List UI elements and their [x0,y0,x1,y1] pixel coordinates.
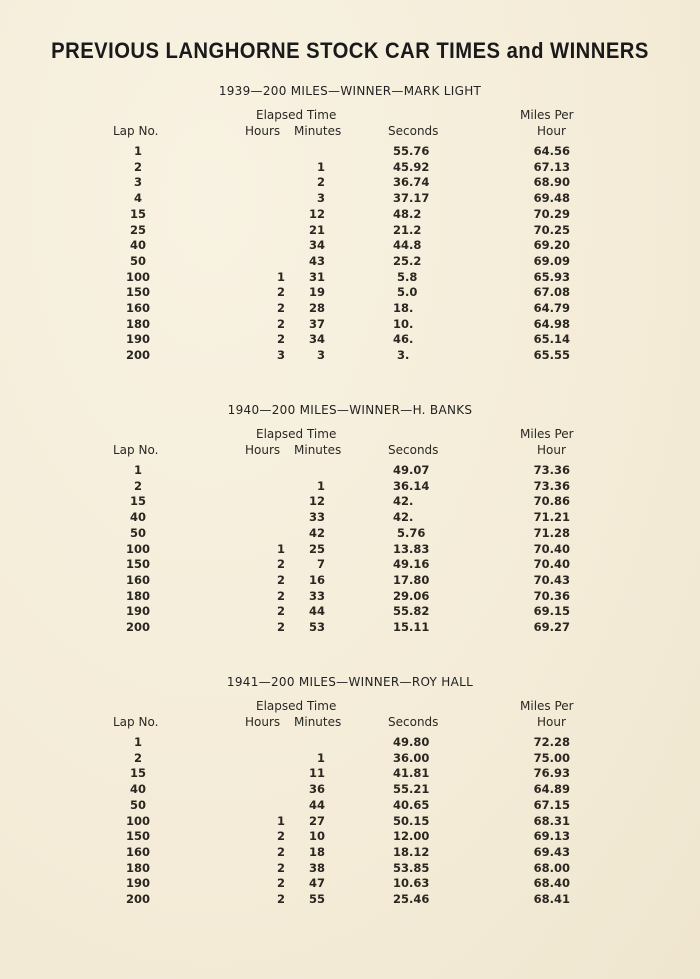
lap-cell: 50 [129,525,146,540]
hours-cell: 2 [276,301,285,315]
table-row [0,191,700,207]
seconds-cell: 21.2 [393,222,422,237]
mph-cell: 68.40 [533,876,570,891]
table-row [0,238,700,254]
lap-cell: 1 [133,735,142,749]
minutes-cell: 33 [308,510,325,525]
hours-cell: 2 [276,876,285,891]
lap-cell: 1 [133,463,142,477]
mph-cell: 64.98 [533,316,570,331]
column-header-hours: Hours [245,715,281,729]
mph-cell: 65.55 [533,348,570,363]
seconds-cell: 42. [393,510,414,525]
seconds-cell: 25.46 [393,892,430,906]
seconds-cell: 25.2 [393,253,422,268]
seconds-cell: 55.76 [393,144,430,158]
lap-cell: 4 [133,191,142,206]
lap-cell: 40 [129,238,146,253]
minutes-cell: 3 [316,191,325,206]
mph-cell: 70.36 [533,588,570,603]
mph-cell: 73.36 [533,463,570,477]
seconds-cell: 50.15 [393,813,430,828]
minutes-cell: 33 [308,588,325,603]
column-header-lap-no: Lap No. [113,443,159,457]
mph-cell: 71.21 [533,510,570,525]
table-row [0,332,700,348]
table-row [0,766,700,782]
mph-cell: 70.40 [533,541,570,556]
table-row [0,876,700,892]
lap-cell: 100 [125,813,150,828]
seconds-cell: 10.63 [393,876,430,891]
seconds-cell: 29.06 [393,588,430,603]
mph-cell: 71.28 [533,525,570,540]
mph-cell: 72.28 [533,735,570,749]
lap-cell: 190 [125,876,150,891]
lap-cell: 100 [125,541,150,556]
seconds-cell: 46. [393,332,414,347]
seconds-cell: 44.8 [393,238,422,253]
column-header-elapsed-time: Elapsed Time [256,427,337,441]
minutes-cell: 42 [308,525,325,540]
hours-cell: 1 [276,541,285,556]
seconds-cell: 42. [393,494,414,509]
minutes-cell: 53 [308,620,325,634]
mph-cell: 67.15 [533,797,570,812]
seconds-cell: 41.81 [393,766,430,781]
column-header-seconds: Seconds [388,443,439,457]
mph-cell: 69.43 [533,844,570,859]
table-row [0,798,700,814]
lap-cell: 1 [133,144,142,158]
column-header-elapsed-time: Elapsed Time [256,699,337,713]
minutes-cell: 44 [308,797,325,812]
mph-cell: 64.56 [533,144,570,158]
mph-cell: 65.93 [533,269,570,284]
seconds-cell: 53.85 [393,860,430,875]
column-header-seconds: Seconds [388,124,439,138]
seconds-cell: 17.80 [393,572,430,587]
seconds-cell: 18. [393,301,414,315]
lap-cell: 2 [133,159,142,174]
seconds-cell: 49.80 [393,735,430,749]
column-header-minutes: Minutes [294,715,342,729]
table-row [0,845,700,861]
seconds-cell: 36.74 [393,175,430,190]
hours-cell: 2 [276,620,285,634]
minutes-cell: 10 [308,829,325,844]
table-row [0,782,700,798]
table-row [0,861,700,877]
lap-cell: 3 [133,175,142,190]
column-header-mph-line1: Miles Per [520,427,574,441]
table-row [0,160,700,176]
lap-cell: 15 [129,206,146,221]
minutes-cell: 7 [316,557,325,572]
hours-cell: 2 [276,332,285,347]
minutes-cell: 47 [308,876,325,891]
mph-cell: 69.13 [533,829,570,844]
mph-cell: 68.90 [533,175,570,190]
table-row [0,254,700,270]
mph-cell: 69.27 [533,620,570,634]
column-header-mph-line2: Hour [537,715,566,729]
column-header-seconds: Seconds [388,715,439,729]
table-row [0,573,700,589]
minutes-cell: 1 [316,159,325,174]
mph-cell: 68.31 [533,813,570,828]
minutes-cell: 2 [316,175,325,190]
mph-cell: 70.29 [533,206,570,221]
minutes-cell: 37 [308,316,325,331]
lap-cell: 160 [125,572,150,587]
seconds-cell: 15.11 [393,620,430,634]
lap-cell: 2 [133,478,142,493]
lap-cell: 100 [125,269,150,284]
hours-cell: 2 [276,829,285,844]
minutes-cell: 31 [308,269,325,284]
lap-cell: 180 [125,860,150,875]
page-title: PREVIOUS LANGHORNE STOCK CAR TIMES and WINNERS [51,38,649,63]
seconds-cell: 45.92 [393,159,430,174]
table-row [0,557,700,573]
lap-cell: 150 [125,285,150,300]
table-row [0,735,700,751]
mph-cell: 76.93 [533,766,570,781]
seconds-cell: 10. [393,316,414,331]
column-header-mph-line2: Hour [537,124,566,138]
table-row [0,144,700,160]
seconds-cell: 5.76 [393,525,426,540]
hours-cell: 2 [276,572,285,587]
table-row [0,479,700,495]
minutes-cell: 18 [308,844,325,859]
minutes-cell: 25 [308,541,325,556]
minutes-cell: 21 [308,222,325,237]
mph-cell: 69.20 [533,238,570,253]
seconds-cell: 49.07 [393,463,430,477]
seconds-cell: 36.00 [393,750,430,765]
seconds-cell: 18.12 [393,844,430,859]
lap-cell: 190 [125,332,150,347]
seconds-cell: 49.16 [393,557,430,572]
mph-cell: 68.00 [533,860,570,875]
table-row [0,270,700,286]
minutes-cell: 1 [316,478,325,493]
lap-cell: 180 [125,316,150,331]
column-header-lap-no: Lap No. [113,124,159,138]
seconds-cell: 5.8 [393,269,418,284]
seconds-cell: 12.00 [393,829,430,844]
mph-cell: 65.14 [533,332,570,347]
lap-cell: 25 [129,222,146,237]
table-row [0,542,700,558]
lap-cell: 15 [129,766,146,781]
lap-cell: 50 [129,253,146,268]
lap-cell: 150 [125,829,150,844]
minutes-cell: 38 [308,860,325,875]
column-header-mph-line1: Miles Per [520,108,574,122]
seconds-cell: 37.17 [393,191,430,206]
seconds-cell: 48.2 [393,206,422,221]
lap-cell: 160 [125,844,150,859]
race-heading: 1941—200 MILES—WINNER—ROY HALL [226,675,474,689]
table-row [0,207,700,223]
column-header-elapsed-time: Elapsed Time [256,108,337,122]
hours-cell: 2 [276,316,285,331]
race-heading: 1939—200 MILES—WINNER—MARK LIGHT [218,84,482,98]
table-row [0,604,700,620]
lap-cell: 160 [125,301,150,315]
minutes-cell: 1 [316,750,325,765]
column-header-lap-no: Lap No. [113,715,159,729]
minutes-cell: 55 [308,892,325,906]
column-header-minutes: Minutes [294,443,342,457]
hours-cell: 2 [276,557,285,572]
table-row [0,510,700,526]
lap-cell: 180 [125,588,150,603]
table-row [0,814,700,830]
lap-cell: 200 [125,620,150,634]
mph-cell: 70.43 [533,572,570,587]
mph-cell: 69.15 [533,604,570,619]
column-header-hours: Hours [245,443,281,457]
minutes-cell: 36 [308,782,325,797]
mph-cell: 69.09 [533,253,570,268]
mph-cell: 64.79 [533,301,570,315]
mph-cell: 68.41 [533,892,570,906]
table-row [0,317,700,333]
mph-cell: 69.48 [533,191,570,206]
minutes-cell: 44 [308,604,325,619]
seconds-cell: 5.0 [393,285,418,300]
hours-cell: 3 [276,348,285,363]
table-row [0,301,700,317]
minutes-cell: 19 [308,285,325,300]
race-heading: 1940—200 MILES—WINNER—H. BANKS [227,403,473,417]
mph-cell: 73.36 [533,478,570,493]
seconds-cell: 55.82 [393,604,430,619]
hours-cell: 2 [276,844,285,859]
lap-cell: 190 [125,604,150,619]
minutes-cell: 34 [308,238,325,253]
table-row [0,892,700,908]
table-row [0,620,700,636]
lap-cell: 2 [133,750,142,765]
table-row [0,589,700,605]
table-row [0,526,700,542]
column-header-mph-line1: Miles Per [520,699,574,713]
lap-cell: 15 [129,494,146,509]
hours-cell: 2 [276,285,285,300]
mph-cell: 64.89 [533,782,570,797]
minutes-cell: 34 [308,332,325,347]
mph-cell: 75.00 [533,750,570,765]
mph-cell: 70.25 [533,222,570,237]
lap-cell: 50 [129,797,146,812]
table-row [0,463,700,479]
minutes-cell: 12 [308,206,325,221]
hours-cell: 2 [276,892,285,906]
table-row [0,285,700,301]
mph-cell: 70.40 [533,557,570,572]
column-header-mph-line2: Hour [537,443,566,457]
minutes-cell: 27 [308,813,325,828]
table-row [0,348,700,364]
mph-cell: 70.86 [533,494,570,509]
lap-cell: 150 [125,557,150,572]
hours-cell: 2 [276,604,285,619]
minutes-cell: 43 [308,253,325,268]
table-row [0,751,700,767]
table-row [0,223,700,239]
seconds-cell: 55.21 [393,782,430,797]
hours-cell: 1 [276,269,285,284]
minutes-cell: 3 [316,348,325,363]
minutes-cell: 12 [308,494,325,509]
table-row [0,175,700,191]
minutes-cell: 16 [308,572,325,587]
hours-cell: 2 [276,588,285,603]
lap-cell: 200 [125,348,150,363]
hours-cell: 1 [276,813,285,828]
seconds-cell: 13.83 [393,541,430,556]
lap-cell: 40 [129,782,146,797]
hours-cell: 2 [276,860,285,875]
seconds-cell: 36.14 [393,478,430,493]
lap-cell: 40 [129,510,146,525]
lap-cell: 200 [125,892,150,906]
seconds-cell: 40.65 [393,797,430,812]
minutes-cell: 11 [308,766,325,781]
column-header-minutes: Minutes [294,124,342,138]
minutes-cell: 28 [308,301,325,315]
table-row [0,829,700,845]
table-row [0,494,700,510]
mph-cell: 67.13 [533,159,570,174]
column-header-hours: Hours [245,124,281,138]
seconds-cell: 3. [393,348,410,363]
mph-cell: 67.08 [533,285,570,300]
